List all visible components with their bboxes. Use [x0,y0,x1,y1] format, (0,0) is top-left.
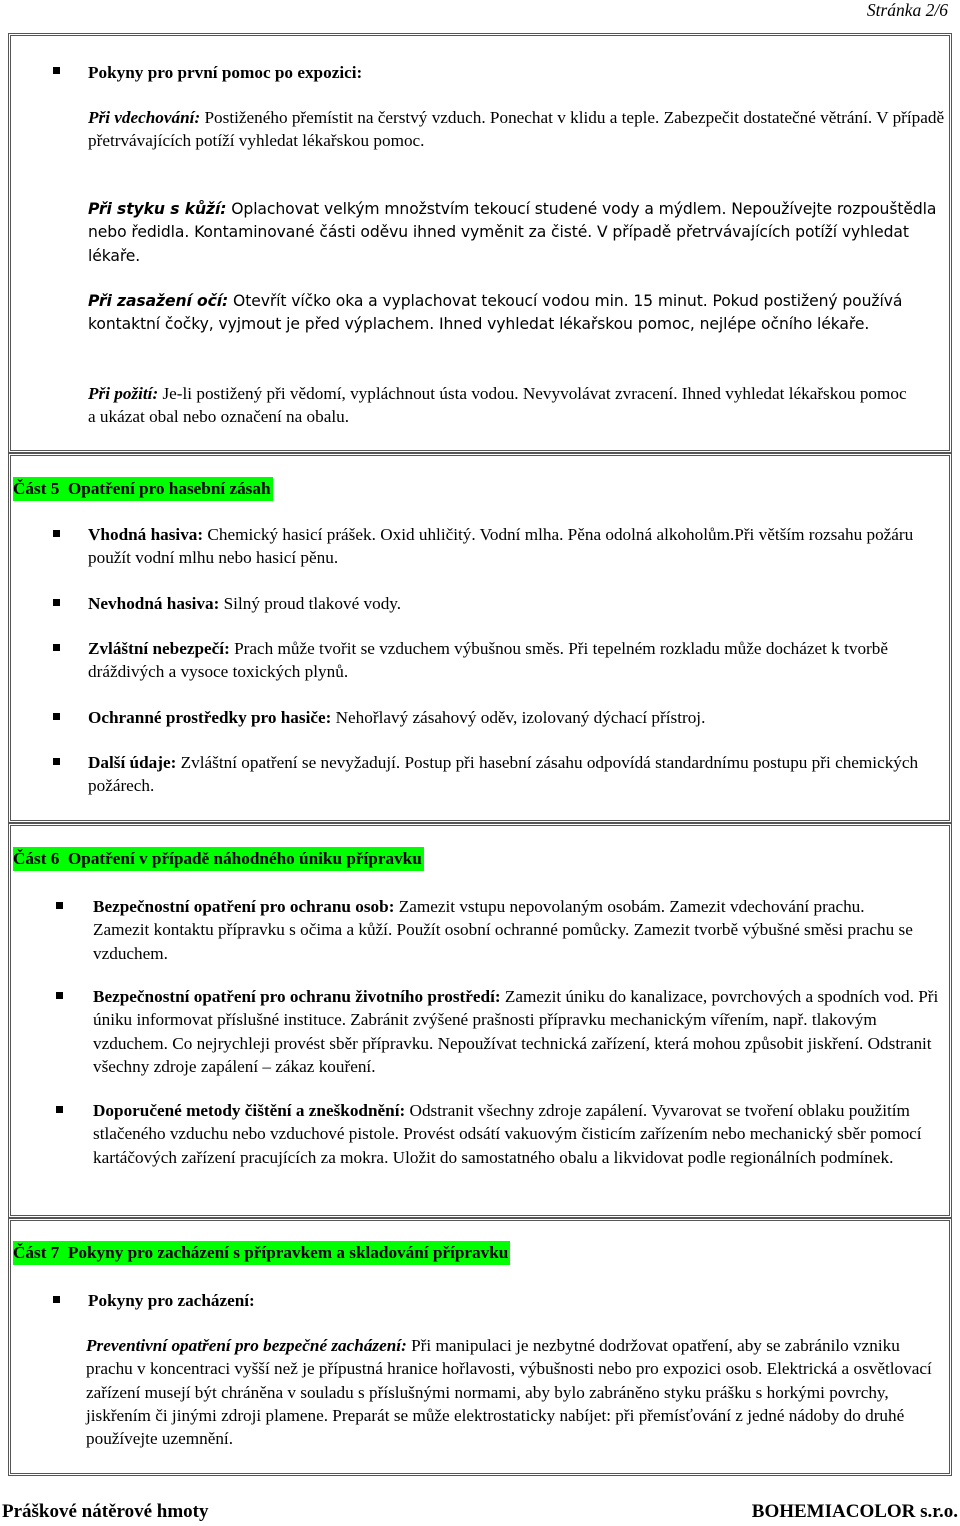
section5-item-label: Ochranné prostředky pro hasiče: [88,708,332,727]
section5-item-label: Nevhodná hasiva: [88,594,220,613]
section7-subheading: Pokyny pro zacházení: [88,1291,255,1310]
section7-heading: Část 7 Pokyny pro zacházení s přípravkem a skladování přípravku [13,1241,510,1265]
eyes-paragraph [88,290,918,337]
section6-item [93,895,923,965]
section5-item-text: Zvláštní opatření se nevyžadují. Postup při hasební zásahu odpovídá standardnímu postupu při chemických požárech. [88,753,919,796]
section6-item-text: Zamezit vstupu nepovolaným osobám. Zamezit vdechování prachu. Zamezit kontaktu přípravku s očima a kůží. Použít osobní ochranné pomůcky. Zamezit tvorbě výbušné směsi prachu se vzduchem. [93,897,913,963]
section5-item-label: Další údaje: [88,753,177,772]
ingestion-paragraph [88,382,918,429]
footer-left: Práškové nátěrové hmoty [2,1501,209,1522]
section6-item-text: Zamezit úniku do kanalizace, povrchových a spodních vod. Při úniku informovat příslušné instituce. Zabránit zvýšené prašnosti přípravku mechanickým vířením, např. tlakovým vzduchem. Co nejrychleji provést sběr přípravku. Nepoužívat technická zařízení, která mohou způsobit jiskření. Odstranit všechny zdroje zapálení – zákaz kouření. [93,987,939,1076]
skin-text: Oplachovat velkým množstvím tekoucí studené vody a mýdlem. Nepoužívejte rozpouštědla nebo ředidla. Kontaminované části oděvu ihned vyměnit za čisté. V případě přetrvávajících potíží vyhledat lékaře. [88,200,937,265]
eyes-label: Při zasažení očí: [88,292,229,310]
section6-item-label: Bezpečnostní opatření pro ochranu osob: [93,897,395,916]
skin-label: Při styku s kůží: [88,200,227,218]
section5-item-text: Silný proud tlakové vody. [219,594,402,613]
section5-item-text: Nehořlavý zásahový oděv, izolovaný dýchací přístroj. [331,708,706,727]
bullet-icon [53,599,60,606]
first-aid-heading: Pokyny pro první pomoc po expozici: [88,63,363,82]
section5-item-text: Chemický hasicí prášek. Oxid uhličitý. Vodní mlha. Pěna odolná alkoholům.Při větším rozsahu požáru použít vodní mlhu nebo hasicí pěnu. [88,525,914,568]
bullet-icon [56,1106,63,1113]
section5-item [88,523,948,570]
section6-item-label: Bezpečnostní opatření pro ochranu životního prostředí: [93,987,501,1006]
section5-item [88,706,948,729]
section7-paragraph [86,1334,948,1450]
section5-item [88,592,948,615]
section6-item-text: Odstranit všechny zdroje zapálení. Vyvarovat se tvoření oblaku použitím stlačeného vzduchu nebo vzduchové pistole. Provést odsátí vakuovým čisticím zařízením nebo mechanický sběr pomocí kartáčových zařízení pracujících za mokra. Uložit do samostatného obalu a likvidovat podle regionálních podmínek. [93,1101,922,1167]
prevent-text: Při manipulaci je nezbytné dodržovat opatření, aby se zabránilo vzniku prachu v koncentraci vyšší než je přípustná hranice hořlavosti, výbušnosti nebo pro expozici osob. Elektrická a osvětlovací zařízení musejí být chráněna v souladu s příslušnými normami, aby bylo zabráněno styku prášku s horkými povrchy, jiskřením či jinými zdroji plamene. Preparát se může elektrostaticky nabíjet: při přemísťování z jedné nádoby do druhé používejte uzemnění. [86,1336,932,1449]
footer-right: BOHEMIACOLOR s.r.o. [751,1501,958,1522]
eyes-text: Otevřít víčko oka a vyplachovat tekoucí vodou min. 15 minut. Pokud postižený používá kontaktní čočky, vyjmout je před výplachem. Ihned vyhledat lékařskou pomoc, nejlépe očního lékaře. [88,292,903,334]
section5-item-text: Prach může tvořit se vzduchem výbušnou směs. Při tepelném rozkladu může docházet k tvorbě dráždivých a vysoce toxických plynů. [88,639,888,682]
bullet-icon [53,530,60,537]
bullet-icon [53,758,60,765]
section6-heading: Část 6 Opatření v případě náhodného úniku přípravku [13,847,424,871]
section6-item-label: Doporučené metody čištění a zneškodnění: [93,1101,406,1120]
skin-paragraph [88,198,938,268]
ingestion-text: Je-li postižený při vědomí, vypláchnout ústa vodou. Nevyvolávat zvracení. Ihned vyhledat lékařskou pomoc a ukázat obal nebo označení na obalu. [88,384,907,427]
bullet-icon [53,713,60,720]
section5-item-label: Vhodná hasiva: [88,525,204,544]
bullet-icon [53,67,60,74]
bullet-icon [56,992,63,999]
section5-item [88,637,950,684]
bullet-icon [53,644,60,651]
section6-item [93,1099,951,1169]
section5-item [88,751,950,798]
prevent-label: Preventivní opatření pro bezpečné zacházení: [86,1336,407,1355]
bullet-icon [56,902,63,909]
inhalation-paragraph [88,106,948,153]
page-number: Stránka 2/6 [866,0,948,20]
section6-item [93,985,951,1078]
inhalation-text: Postiženého přemístit na čerstvý vzduch. Ponechat v klidu a teple. Zabezpečit dostatečné větrání. V případě přetrvávajících potíží vyhledat lékařskou pomoc. [88,108,945,151]
ingestion-label: Při požití: [88,384,159,403]
section5-heading: Část 5 Opatření pro hasební zásah [13,477,273,501]
bullet-icon [53,1296,60,1303]
inhalation-label: Při vdechování: [88,108,201,127]
section5-item-label: Zvláštní nebezpečí: [88,639,230,658]
